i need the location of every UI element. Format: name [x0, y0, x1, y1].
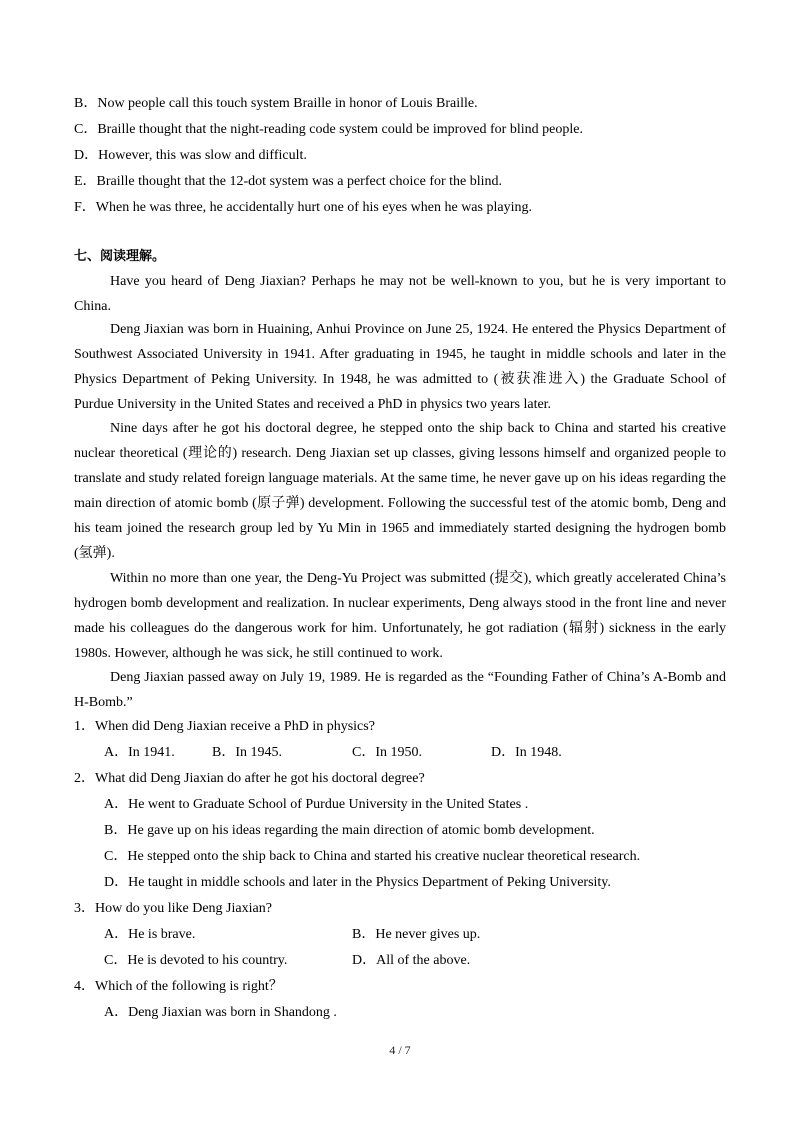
q3-option-c: C．He is devoted to his country. — [104, 953, 288, 968]
prev-option-b: B．Now people call this touch system Braille in honor of Louis Braille. — [74, 96, 478, 111]
prev-option-e: E．Braille thought that the 12-dot system was a perfect choice for the blind. — [74, 174, 503, 189]
q1-option-a: A．In 1941. — [104, 745, 175, 760]
passage-paragraph-4: Within no more than one year, the Deng-Yu Project was submitted (提交), which greatly accelerated China’s hydrogen bomb development and realization. In nuclear experiments, Deng always stood in the front line and never made his colleagues do the dangerous work for him. Unfortunately, he got radiation (辐射) sickness in the early 1980s. However, although he was sick, he still continued to work. — [74, 571, 726, 661]
q4-option-a: A．Deng Jiaxian was born in Shandong . — [104, 1005, 337, 1020]
q3-option-a: A．He is brave. — [104, 927, 196, 942]
q3-option-b: B．He never gives up. — [352, 927, 481, 942]
question-4-stem: 4．Which of the following is right？ — [74, 979, 283, 994]
question-3-stem: 3．How do you like Deng Jiaxian? — [74, 901, 272, 916]
question-1-stem: 1．When did Deng Jiaxian receive a PhD in physics? — [74, 719, 375, 734]
prev-option-f: F．When he was three, he accidentally hurt one of his eyes when he was playing. — [74, 200, 532, 215]
q2-option-d: D．He taught in middle schools and later in the Physics Department of Peking University. — [104, 875, 611, 890]
page-number: 4 / 7 — [389, 1043, 411, 1057]
q1-option-c: C．In 1950. — [352, 745, 422, 760]
prev-option-c: C．Braille thought that the night-reading code system could be improved for blind people. — [74, 122, 583, 137]
passage-paragraph-5: Deng Jiaxian passed away on July 19, 1989. He is regarded as the “Founding Father of China’s A-Bomb and H-Bomb.” — [74, 670, 726, 710]
q2-option-b: B．He gave up on his ideas regarding the main direction of atomic bomb development. — [104, 823, 595, 838]
question-2-stem: 2．What did Deng Jiaxian do after he got his doctoral degree? — [74, 771, 425, 786]
prev-option-d: D．However, this was slow and difficult. — [74, 148, 307, 163]
passage-paragraph-2: Deng Jiaxian was born in Huaining, Anhui Province on June 25, 1924. He entered the Physics Department of Southwest Associated University in 1941. After graduating in 1945, he taught in middle schools and later in the Physics Department of Peking University. In 1948, he was admitted to (被获准进入) the Graduate School of Purdue University in the United States and received a PhD in physics two years later. — [74, 322, 726, 412]
q2-option-c: C．He stepped onto the ship back to China and started his creative nuclear theoretical research. — [104, 849, 641, 864]
q2-option-a: A．He went to Graduate School of Purdue University in the United States . — [104, 797, 529, 812]
q1-option-d: D．In 1948. — [491, 745, 562, 760]
passage-paragraph-3: Nine days after he got his doctoral degree, he stepped onto the ship back to China and started his creative nuclear theoretical (理论的) research. Deng Jiaxian set up classes, giving lessons himself and organized people to translate and study related foreign language materials. At the same time, he never gave up on his ideas regarding the main direction of atomic bomb (原子弹) development. Following the successful test of the atomic bomb, Deng and his team joined the research group led by Yu Min in 1965 and immediately started designing the hydrogen bomb (氢弹). — [74, 421, 726, 561]
q3-option-d: D．All of the above. — [352, 953, 471, 968]
passage-paragraph-1: Have you heard of Deng Jiaxian? Perhaps he may not be well-known to you, but he is very important to China. — [74, 274, 726, 314]
section-title: 七、阅读理解。 — [74, 249, 166, 264]
q1-option-b: B．In 1945. — [212, 745, 282, 760]
